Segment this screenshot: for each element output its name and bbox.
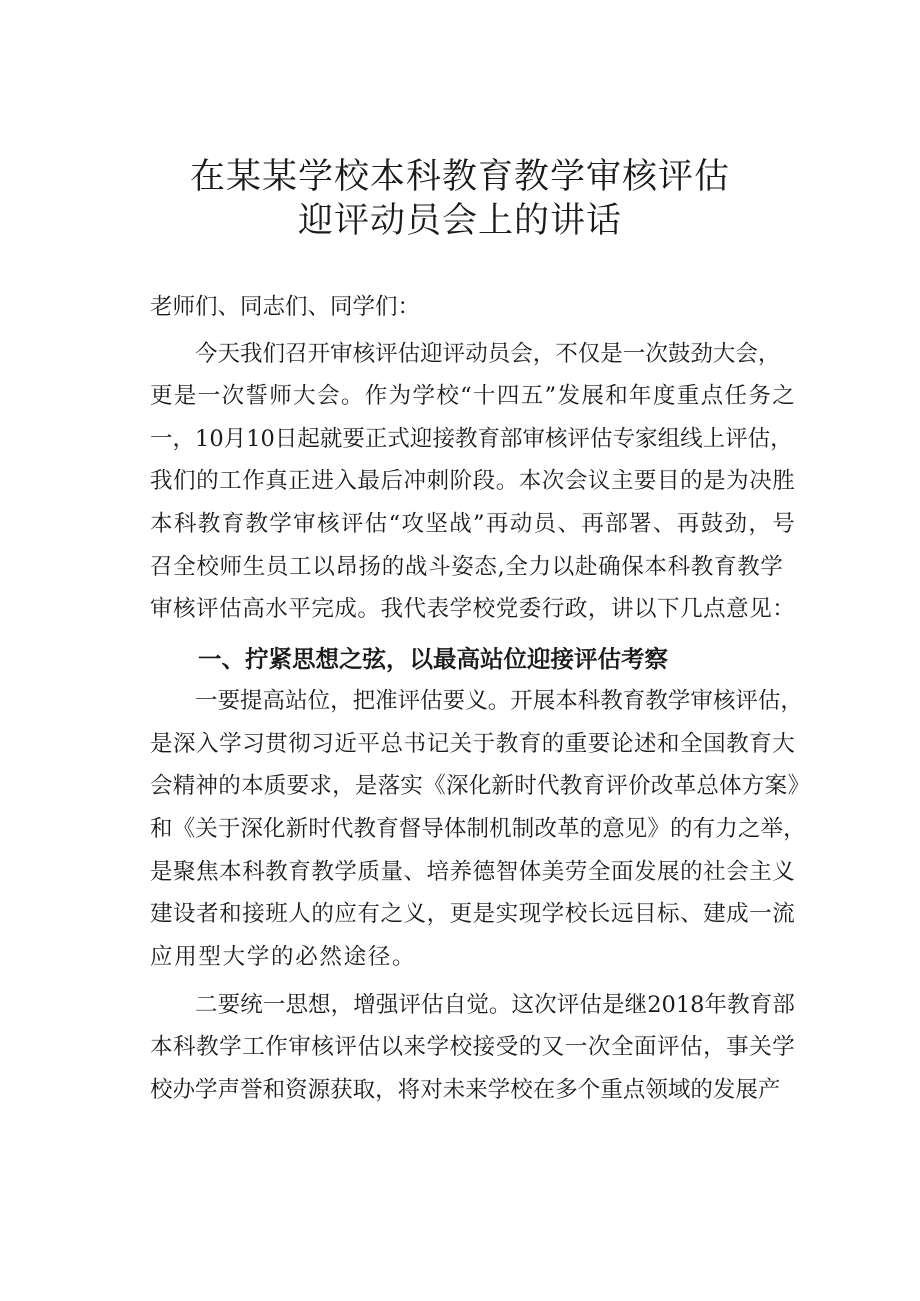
para1-line-1: 一 要 提 高 站 位 ， 把 准 评 估 要 义 。 开 展 本 科 教 育 教 学 审 核 评 估 ，	[195, 688, 803, 714]
intro-line-7: 审 核 评 估 高 水 平 完 成 。 我 代 表 学 校 党 委 行 政 ， 讲 以 下 几 点 意 见 ：	[150, 596, 795, 622]
para1-line-6: 建 设 者 和 接 班 人 的 应 有 之 义 ， 更 是 实 现 学 校 长 远 目 标 、 建 成 一 流	[150, 901, 795, 927]
intro-line-2: 更 是 一 次 誓 师 大 会 。 作 为 学 校 “ 十 四 五 ” 发 展 和 年 度 重 点 任 务 之	[150, 383, 795, 409]
document-title-line-2: 迎评动员会上的讲话	[297, 201, 622, 241]
para1-line-7: 应用型大学的必然途径。	[150, 944, 417, 970]
section-heading-1: 一、拧紧思想之弦，以最高站位迎接评估考察	[198, 645, 668, 673]
para1-line-5: 是 聚 焦 本 科 教 育 教 学 质 量 、 培 养 德 智 体 美 劳 全 面 发 展 的 社 会 主 义	[150, 859, 795, 885]
intro-line-4: 我 们 的 工 作 真 正 进 入 最 后 冲 刺 阶 段 。 本 次 会 议 主 要 目 的 是 为 决 胜	[150, 468, 795, 494]
intro-line-3: 一 ， 10 月 10 日 起 就 要 正 式 迎 接 教 育 部 审 核 评 估 专 家 组 线 上 评 估 ，	[150, 426, 793, 452]
intro-line-1: 今 天 我 们 召 开 审 核 评 估 迎 评 动 员 会 ， 不 仅 是 一 次 鼓 劲 大 会 ，	[195, 341, 781, 367]
para1-line-2: 是 深 入 学 习 贯 彻 习 近 平 总 书 记 关 于 教 育 的 重 要 论 述 和 全 国 教 育 大	[150, 731, 795, 757]
para2-line-3: 校 办 学 声 誉 和 资 源 获 取 ， 将 对 未 来 学 校 在 多 个 重 点 领 域 的 发 展 产	[150, 1077, 781, 1103]
document-title-line-1: 在某某学校本科教育教学审核评估	[189, 157, 730, 197]
para1-line-3: 会 精 神 的 本 质 要 求 ， 是 落 实 《 深 化 新 时 代 教 育 评 价 改 革 总 体 方 案 》	[150, 773, 810, 799]
intro-line-5: 本 科 教 育 教 学 审 核 评 估 “ 攻 坚 战 ” 再 动 员 、 再 部 署 、 再 鼓 劲 ， 号	[150, 511, 795, 537]
para2-line-2: 本 科 教 学 工 作 审 核 评 估 以 来 学 校 接 受 的 又 一 次 全 面 评 估 ， 事 关 学	[150, 1034, 795, 1060]
intro-line-6: 召 全 校 师 生 员 工 以 昂 扬 的 战 斗 姿 态 , 全 力 以 赴 确 保 本 科 教 育 教 学	[150, 554, 783, 580]
para2-line-1: 二 要 统 一 思 想 ， 增 强 评 估 自 觉 。 这 次 评 估 是 继 2018 年 教 育 部	[195, 992, 795, 1018]
salutation: 老师们、同志们、同学们：	[150, 294, 421, 320]
para1-line-4: 和 《 关 于 深 化 新 时 代 教 育 督 导 体 制 机 制 改 革 的 意 见 》 的 有 力 之 举 ，	[150, 816, 806, 842]
